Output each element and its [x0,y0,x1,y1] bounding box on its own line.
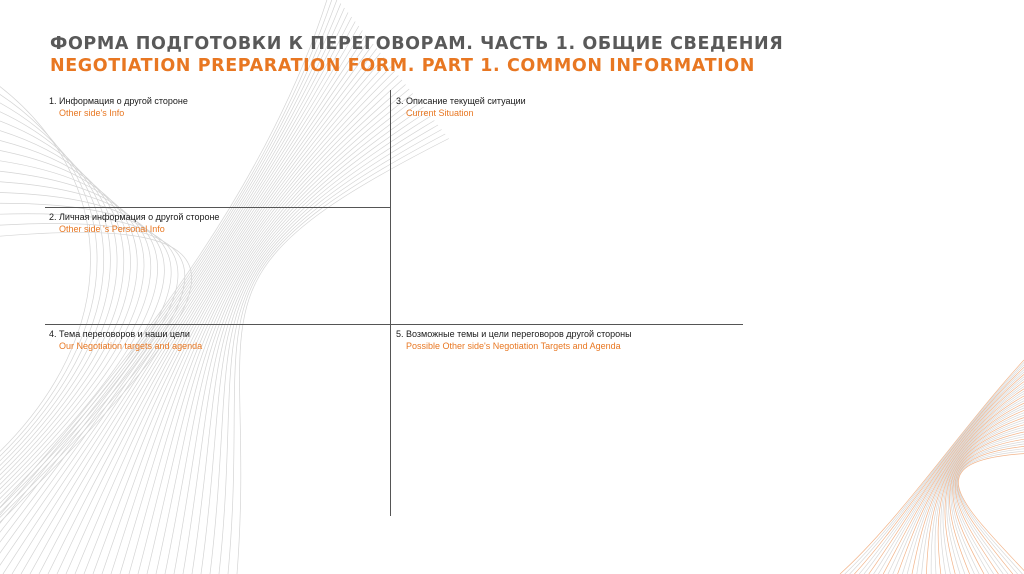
background-curve [958,451,1024,574]
background-curve [0,72,97,475]
background-curve [0,0,337,574]
page-title: ФОРМА ПОДГОТОВКИ К ПЕРЕГОВОРАМ. ЧАСТЬ 1. ОБЩИЕ СВЕДЕНИЯ [50,34,784,54]
header [50,33,783,77]
background-curve [192,116,431,574]
background-curve [102,71,395,574]
background-curve [0,8,344,574]
section-title: 2. Личная информация о другой стороне [49,212,220,222]
section-title: 1. Информация о другой стороне [49,96,188,106]
section-subtitle: Our Negotiation targets and agenda [59,341,203,351]
page-subtitle: NEGOTIATION PREPARATION FORM. PART 1. COMMON INFORMATION [50,56,755,76]
section-title: 4. Тема переговоров и наши цели [49,329,190,339]
background-curve [93,67,391,574]
background-curve [898,389,1024,574]
background-curve [0,120,124,494]
section-our-targets [49,328,202,352]
section-current-situation [396,95,526,119]
background-curve [0,132,131,499]
section-subtitle: Current Situation [406,108,474,118]
grid-divider-middle [45,324,743,325]
background-curve [958,454,1024,574]
background-curve [237,139,449,574]
section-other-side-info [49,95,188,119]
section-subtitle: Possible Other side's Negotiation Targets and Agenda [406,341,621,351]
section-subtitle: Other side 's Personal Info [59,224,165,234]
grid-divider-vertical [390,90,391,516]
background-curve [174,107,424,574]
section-personal-info [49,211,219,235]
background-curve [165,103,420,574]
background-curve [0,223,185,537]
grid-divider-left [45,207,390,208]
background-curve [0,214,178,533]
background-curve [75,58,384,574]
section-title: 5. Возможные темы и цели переговоров другой стороны [396,329,632,339]
section-title: 3. Описание текущей ситуации [396,96,526,106]
background-curve [957,449,1024,574]
background-curve [0,60,90,470]
section-subtitle: Other side's Info [59,108,125,118]
background-curve [0,0,330,574]
section-other-side-targets [396,328,632,352]
background-curve [0,4,341,574]
